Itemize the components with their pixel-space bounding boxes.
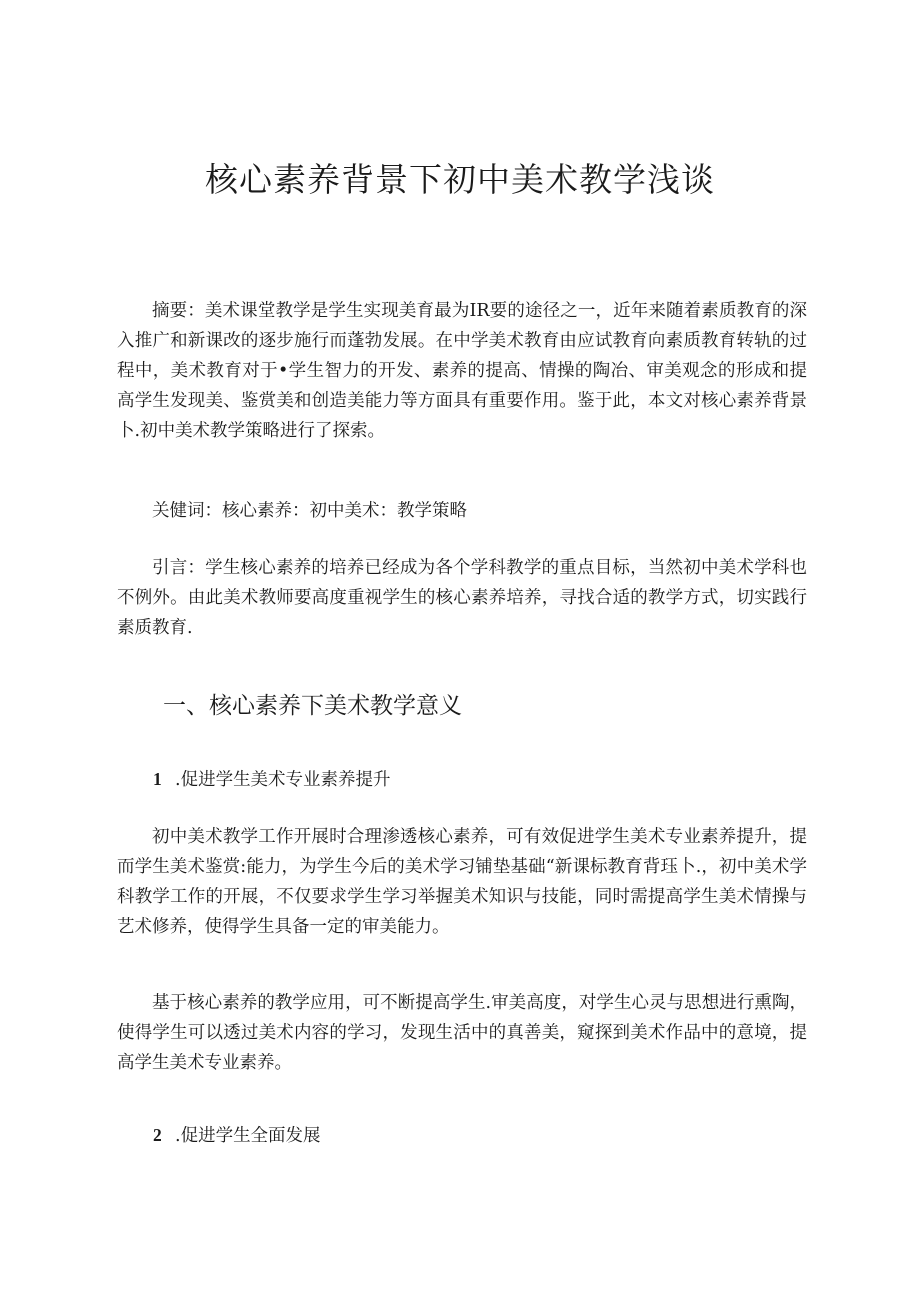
subheading-2-text: .促进学生全面发展	[175, 1126, 321, 1146]
subheading-1-text: .促进学生美术专业素养提升	[175, 770, 391, 790]
subheading-2	[153, 1120, 321, 1151]
keywords-paragraph: 关健词：核心素养：初中美术：教学策略	[152, 501, 467, 521]
subheading-1	[153, 764, 391, 795]
intro-paragraph: 引言：学生核心素养的培养已经成为各个学科教学的重点目标，当然初中美术学科也不例外。由此美术教师要高度重视学生的核心素养培养，寻找合适的教学方式，切实践行素质教育.	[117, 558, 807, 638]
section-heading-1: 一、核心素养下美术教学意义	[163, 693, 462, 719]
document-title: 核心素养背景下初中美术教学浅谈	[205, 160, 715, 199]
subheading-1-number: 1	[153, 769, 162, 789]
abstract-paragraph: 摘要：美术课堂教学是学生实现美育最为IR要的途径之一，近年来随着素质教育的深入推广和新课改的逐步施行而蓬勃发展。在中学美术教育由应试教育向素质教育转轨的过程中，美术教育对于•学生智力的开发、素养的提高、情操的陶冶、审美观念的形成和提高学生发现美、鉴赏美和创造美能力等方面具有重要作用。鉴于此，本文对核心素养背景卜.初中美术教学策略进行了探索。	[117, 301, 807, 441]
body-paragraph-1: 初中美术教学工作开展时合理渗透核心素养，可有效促进学生美术专业素养提升，提而学生美术鉴赏:能力，为学生今后的美术学习铺垫基础“新课标教育背珏卜.，初中美术学科教学工作的开展，不仅要求学生学习举握美术知识与技能，同时需提高学生美术情操与艺术修养，使得学生具备一定的审美能力。	[117, 827, 807, 937]
body-paragraph-2: 基于核心素养的教学应用，可不断提高学生.审美高度，对学生心灵与思想进行熏陶，使得学生可以透过美术内容的学习，发现生活中的真善美，窥探到美术作品中的意境，提高学生美术专业素养。	[117, 993, 807, 1073]
subheading-2-number: 2	[153, 1125, 162, 1145]
